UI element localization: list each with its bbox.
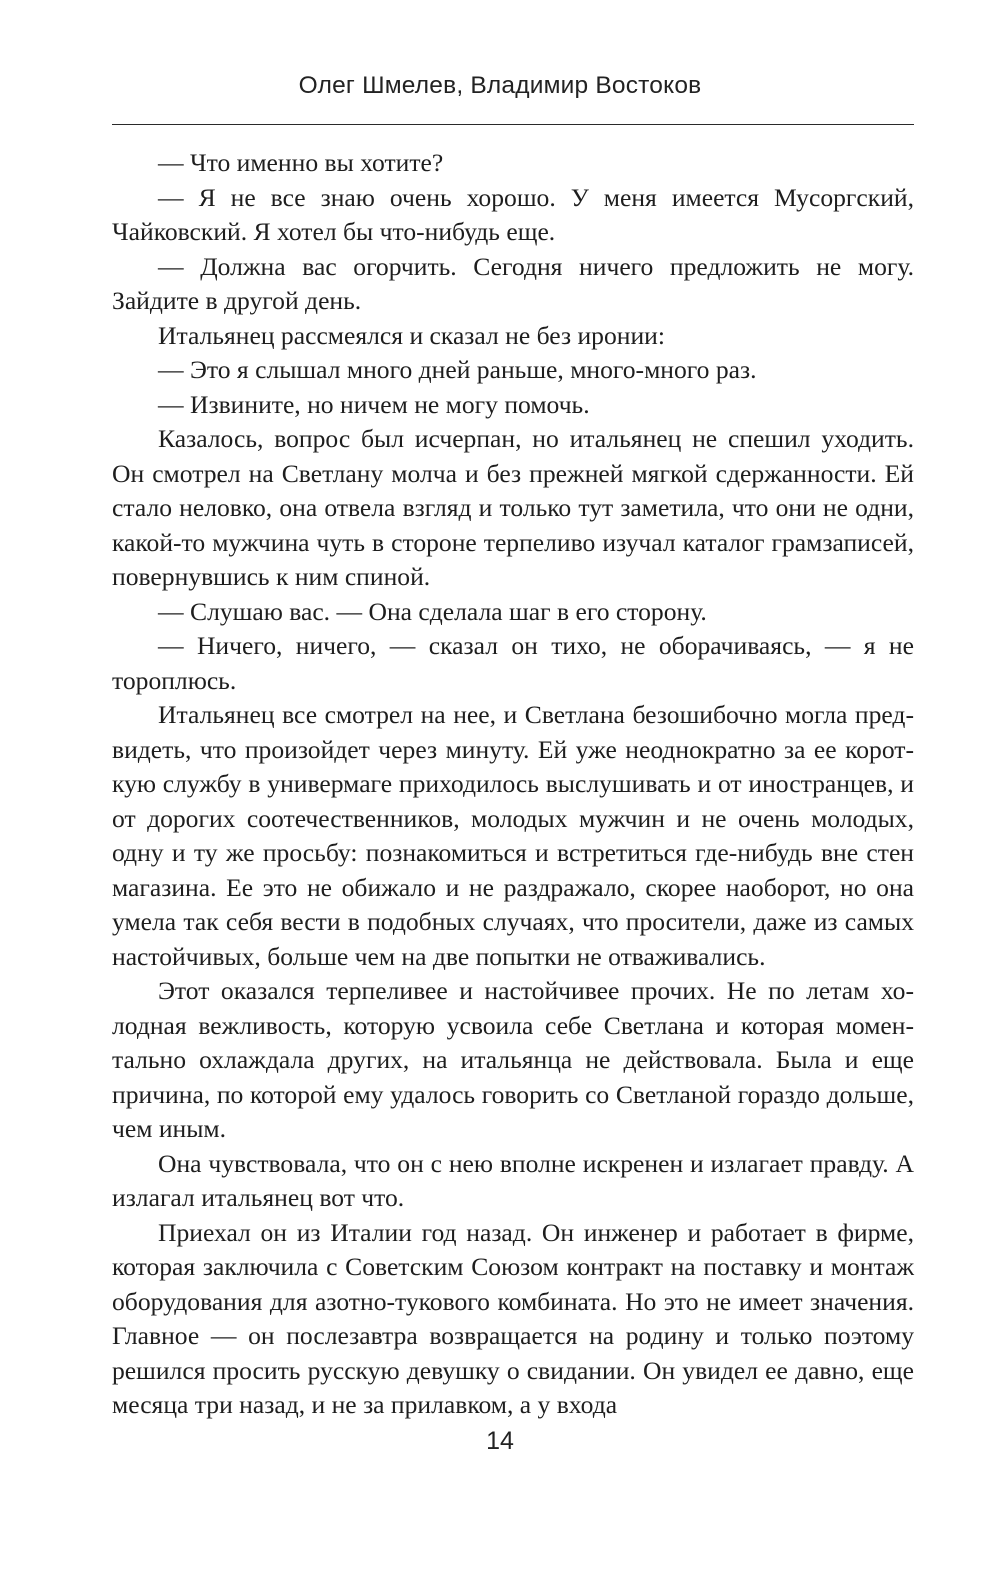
paragraph: Она чувствовала, что он с нею вполне искренен и излагает правду. А излагал итальянец вот что.	[112, 1148, 914, 1212]
paragraph: — Извините, но ничем не могу помочь.	[158, 389, 590, 419]
paragraph: — Должна вас огорчить. Сегодня ничего предложить не могу. Зайдите в другой день.	[112, 251, 914, 315]
header-divider	[112, 124, 914, 125]
paragraph: — Ничего, ничего, — сказал он тихо, не оборачиваясь, — я не тороплюсь.	[112, 631, 914, 695]
paragraph: — Я не все знаю очень хорошо. У меня имеется Мусоргский, Чайковский. Я хотел бы что-нибудь еще.	[112, 182, 914, 246]
paragraph: — Слушаю вас. — Она сделала шаг в его сторону.	[158, 596, 707, 626]
paragraph: Итальянец все смотрел на нее, и Светлана безошибочно могла предвидеть, что произойдет через минуту. Ей уже неоднократно за ее короткую службу в универмаге приходилось выслушивать и от иностранцев, и от дорогих соотечественников, молодых мужчин и не очень молодых, одну и ту же просьбу: познакомиться и встретиться где-нибудь вне стен магазина. Ее это не обижало и не раздражало, скорее наоборот, но она умела так себя вести в подобных случаях, что просители, даже из самых настойчивых, больше чем на две попытки не отваживались.	[112, 700, 914, 971]
paragraph: Итальянец рассмеялся и сказал не без иронии:	[158, 320, 665, 350]
page-body	[112, 146, 914, 1423]
page-number: 14	[486, 1427, 514, 1455]
paragraph: Казалось, вопрос был исчерпан, но итальянец не спешил уходить. Он смотрел на Светлану молча и без прежней мягкой сдержанности. Ей стало неловко, она отвела взгляд и только тут заметила, что они не одни, какой-то мужчина чуть в стороне терпеливо изучал каталог грамзаписей, повернувшись к ним спиной.	[112, 424, 914, 591]
paragraph: — Это я слышал много дней раньше, много-много раз.	[158, 355, 757, 384]
paragraph: — Что именно вы хотите?	[158, 148, 444, 177]
running-header: Олег Шмелев, Владимир Востоков	[298, 72, 702, 99]
paragraph: Приехал он из Италии год назад. Он инженер и работает в фирме, которая заключила с Советским Союзом контракт на поставку и монтаж оборудования для азотно-тукового комбината. Но это не имеет значения. Главное — он послезавтра возвращается на родину и только поэтому решился просить русскую девушку о свидании. Он увидел ее давно, еще месяца три назад, и не за прилавком, а у входа	[112, 1217, 914, 1419]
paragraph: Этот оказался терпеливее и настойчивее прочих. Не по летам холодная вежливость, которую усвоила себе Светлана и которая моментально охлаждала других, на итальянца не действовала. Была и еще причина, по которой ему удалось говорить со Светланой гораздо дольше, чем иным.	[112, 976, 914, 1143]
